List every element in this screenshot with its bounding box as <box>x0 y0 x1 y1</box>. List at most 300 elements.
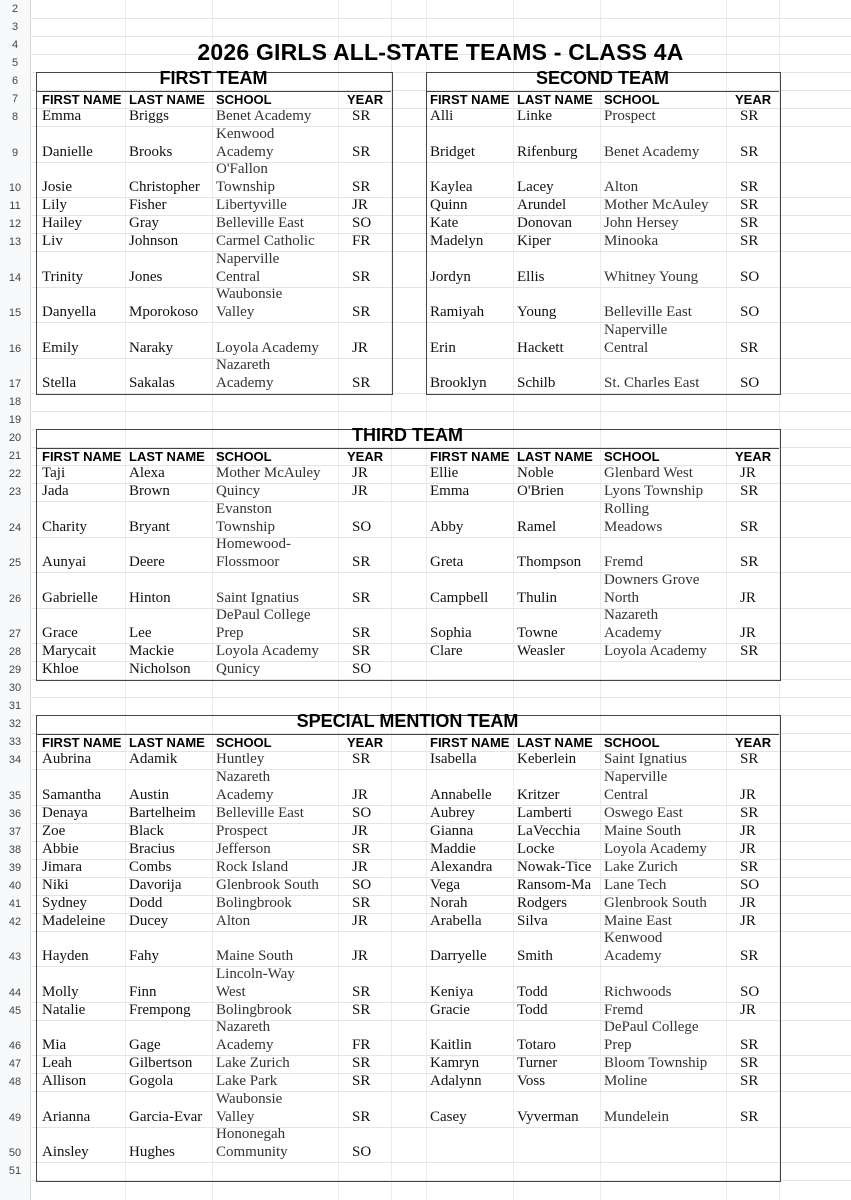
last-name-cell[interactable]: Bartelheim <box>129 804 196 821</box>
school-cell[interactable]: Academy <box>216 143 274 160</box>
year-cell[interactable]: SR <box>352 625 371 641</box>
first-name-cell[interactable]: Stella <box>42 375 77 391</box>
school-cell[interactable]: Downers Grove <box>604 571 700 588</box>
year-cell[interactable]: SR <box>352 1108 371 1125</box>
last-name-cell[interactable]: Lee <box>129 625 152 641</box>
school-cell[interactable]: Glenbard West <box>604 465 693 481</box>
school-cell[interactable]: Saint Ignatius <box>604 751 687 767</box>
year-cell[interactable]: JR <box>352 822 368 839</box>
row-number[interactable]: 47 <box>8 1058 22 1070</box>
school-cell[interactable]: Bloom Township <box>604 1055 708 1071</box>
last-name-cell[interactable]: Ellis <box>517 268 545 285</box>
school-cell[interactable]: Academy <box>216 786 274 803</box>
first-name-cell[interactable]: Annabelle <box>430 786 492 803</box>
year-cell[interactable]: FR <box>352 1037 371 1053</box>
first-name-cell[interactable]: Samantha <box>42 786 102 803</box>
first-name-cell[interactable]: Aubrey <box>430 804 475 821</box>
last-name-cell[interactable]: Todd <box>517 983 548 1000</box>
year-cell[interactable]: SR <box>740 858 759 875</box>
last-name-cell[interactable]: Briggs <box>129 108 170 124</box>
school-cell[interactable]: Valley <box>216 304 255 320</box>
first-name-cell[interactable]: Zoe <box>42 822 66 839</box>
school-cell[interactable]: Lake Park <box>216 1073 278 1089</box>
row-number[interactable]: 31 <box>8 700 22 712</box>
last-name-cell[interactable]: Keberlein <box>517 751 577 767</box>
year-cell[interactable]: JR <box>740 822 756 839</box>
row-number[interactable]: 44 <box>8 986 22 999</box>
school-cell[interactable]: Evanston <box>216 500 272 517</box>
last-name-cell[interactable]: Locke <box>517 840 555 857</box>
school-cell[interactable]: DePaul College <box>216 607 311 623</box>
school-cell[interactable]: Central <box>604 786 649 803</box>
school-cell[interactable]: St. Charles East <box>604 375 700 391</box>
year-cell[interactable]: JR <box>740 589 756 606</box>
year-cell[interactable]: SR <box>740 339 759 356</box>
last-name-cell[interactable]: O'Brien <box>517 483 564 499</box>
year-cell[interactable]: SR <box>352 375 371 391</box>
row-number[interactable]: 37 <box>8 825 22 838</box>
first-name-cell[interactable]: Khloe <box>42 661 79 677</box>
year-cell[interactable]: SR <box>740 483 759 499</box>
row-number[interactable]: 17 <box>8 378 22 390</box>
row-number[interactable]: 46 <box>8 1040 22 1052</box>
last-name-cell[interactable]: Mackie <box>129 643 174 659</box>
first-name-cell[interactable]: Alli <box>430 108 454 124</box>
column-header-year[interactable]: YEAR <box>735 449 772 464</box>
row-number[interactable]: 27 <box>8 628 22 640</box>
school-cell[interactable]: Alton <box>604 179 639 195</box>
row-number[interactable]: 15 <box>8 307 22 319</box>
year-cell[interactable]: SR <box>352 554 371 570</box>
first-name-cell[interactable]: Niki <box>42 876 69 893</box>
school-cell[interactable]: Oswego East <box>604 804 683 821</box>
year-cell[interactable]: SO <box>740 876 760 893</box>
last-name-cell[interactable]: Hackett <box>517 339 564 356</box>
column-header-last[interactable]: LAST NAME <box>517 449 593 464</box>
school-cell[interactable]: Benet Academy <box>604 143 700 160</box>
row-number[interactable]: 4 <box>11 39 19 51</box>
last-name-cell[interactable]: Gage <box>129 1037 161 1053</box>
row-number[interactable]: 8 <box>11 111 19 123</box>
first-name-cell[interactable]: Maddie <box>430 840 476 857</box>
row-number[interactable]: 29 <box>8 664 22 676</box>
year-cell[interactable]: JR <box>352 858 368 875</box>
row-number[interactable]: 25 <box>8 557 22 569</box>
school-cell[interactable]: Carmel Catholic <box>216 233 315 249</box>
row-number[interactable]: 41 <box>8 897 22 910</box>
row-number[interactable]: 19 <box>8 414 22 426</box>
row-number[interactable]: 3 <box>11 21 19 33</box>
last-name-cell[interactable]: Noble <box>517 465 554 481</box>
last-name-cell[interactable]: Gray <box>129 215 159 231</box>
first-name-cell[interactable]: Ellie <box>430 465 459 481</box>
year-cell[interactable]: SR <box>352 179 371 195</box>
first-name-cell[interactable]: Bridget <box>430 143 475 160</box>
column-header-first[interactable]: FIRST NAME <box>42 449 122 464</box>
school-cell[interactable]: Naperville <box>216 250 280 267</box>
school-cell[interactable]: Kenwood <box>216 125 275 142</box>
row-number[interactable]: 24 <box>8 521 22 534</box>
last-name-cell[interactable]: Voss <box>517 1073 546 1089</box>
first-name-cell[interactable]: Josie <box>42 179 72 195</box>
last-name-cell[interactable]: Combs <box>129 858 172 875</box>
row-number[interactable]: 16 <box>8 342 22 355</box>
year-cell[interactable]: SR <box>740 554 759 570</box>
school-cell[interactable]: Central <box>216 268 261 285</box>
last-name-cell[interactable]: Davorija <box>129 876 182 893</box>
first-name-cell[interactable]: Arianna <box>42 1108 91 1125</box>
first-name-cell[interactable]: Sydney <box>42 894 87 911</box>
row-number[interactable]: 45 <box>8 1004 22 1017</box>
year-cell[interactable]: SR <box>740 179 759 195</box>
column-header-school[interactable]: SCHOOL <box>604 92 660 107</box>
last-name-cell[interactable]: Gilbertson <box>129 1055 193 1071</box>
year-cell[interactable]: JR <box>740 1001 756 1018</box>
first-name-cell[interactable]: Kate <box>430 215 459 231</box>
row-number[interactable]: 7 <box>11 93 19 105</box>
year-cell[interactable]: SR <box>352 840 371 857</box>
column-header-school[interactable]: SCHOOL <box>216 735 272 750</box>
year-cell[interactable]: SR <box>352 589 371 606</box>
year-cell[interactable]: JR <box>352 786 368 803</box>
first-name-cell[interactable]: Abbie <box>42 840 79 857</box>
last-name-cell[interactable]: Bryant <box>129 518 170 535</box>
column-header-school[interactable]: SCHOOL <box>216 92 272 107</box>
first-name-cell[interactable]: Denaya <box>42 804 88 821</box>
first-name-cell[interactable]: Erin <box>430 339 456 356</box>
year-cell[interactable]: SO <box>740 983 760 1000</box>
last-name-cell[interactable]: Sakalas <box>129 375 175 391</box>
school-cell[interactable]: Waubonsie <box>216 1090 283 1107</box>
last-name-cell[interactable]: Hinton <box>129 589 171 606</box>
first-name-cell[interactable]: Mia <box>42 1037 67 1053</box>
year-cell[interactable]: SR <box>740 1037 759 1053</box>
first-name-cell[interactable]: Clare <box>430 643 463 659</box>
school-cell[interactable]: Richwoods <box>604 983 672 1000</box>
year-cell[interactable]: SR <box>352 643 371 659</box>
year-cell[interactable]: JR <box>740 894 756 911</box>
row-number[interactable]: 23 <box>8 486 22 498</box>
row-number[interactable]: 14 <box>8 271 22 284</box>
year-cell[interactable]: SR <box>352 1073 371 1089</box>
school-cell[interactable]: Moline <box>604 1073 648 1089</box>
year-cell[interactable]: SO <box>352 215 372 231</box>
last-name-cell[interactable]: Turner <box>517 1055 558 1071</box>
school-cell[interactable]: Lane Tech <box>604 876 667 893</box>
year-cell[interactable]: SR <box>740 233 759 249</box>
row-number[interactable]: 43 <box>8 951 22 963</box>
school-cell[interactable]: Naperville <box>604 321 668 338</box>
last-name-cell[interactable]: Weasler <box>517 643 565 659</box>
school-cell[interactable]: Loyola Academy <box>604 840 707 857</box>
school-cell[interactable]: Mother McAuley <box>216 465 321 481</box>
year-cell[interactable]: SO <box>740 304 760 320</box>
last-name-cell[interactable]: Deere <box>129 554 165 570</box>
first-name-cell[interactable]: Emily <box>42 339 79 356</box>
row-number[interactable]: 40 <box>8 879 22 892</box>
column-header-year[interactable]: YEAR <box>735 735 772 750</box>
last-name-cell[interactable]: Silva <box>517 912 548 929</box>
first-name-cell[interactable]: Campbell <box>430 589 489 606</box>
last-name-cell[interactable]: Bracius <box>129 840 175 857</box>
first-name-cell[interactable]: Keniya <box>430 983 474 1000</box>
year-cell[interactable]: SR <box>352 143 371 160</box>
column-header-first[interactable]: FIRST NAME <box>42 735 122 750</box>
year-cell[interactable]: SR <box>740 215 759 231</box>
last-name-cell[interactable]: Towne <box>517 625 558 641</box>
first-name-cell[interactable]: Vega <box>430 876 460 893</box>
last-name-cell[interactable]: Christopher <box>129 179 200 195</box>
last-name-cell[interactable]: Smith <box>517 948 553 964</box>
year-cell[interactable]: SO <box>352 1144 372 1160</box>
last-name-cell[interactable]: Kritzer <box>517 786 560 803</box>
year-cell[interactable]: JR <box>740 786 756 803</box>
last-name-cell[interactable]: Johnson <box>129 233 179 249</box>
school-cell[interactable]: Bolingbrook <box>216 1001 292 1018</box>
last-name-cell[interactable]: Hughes <box>129 1144 175 1160</box>
school-cell[interactable]: Maine East <box>604 912 672 929</box>
column-header-year[interactable]: YEAR <box>347 735 384 750</box>
school-cell[interactable]: Quincy <box>216 483 261 499</box>
school-cell[interactable]: DePaul College <box>604 1019 699 1035</box>
column-header-first[interactable]: FIRST NAME <box>430 735 510 750</box>
year-cell[interactable]: SR <box>352 108 371 124</box>
row-number[interactable]: 5 <box>11 57 19 69</box>
first-name-cell[interactable]: Kaitlin <box>430 1037 472 1053</box>
school-cell[interactable]: Lake Zurich <box>604 858 678 875</box>
last-name-cell[interactable]: Dodd <box>129 894 163 911</box>
school-cell[interactable]: Academy <box>216 1037 274 1053</box>
column-header-year[interactable]: YEAR <box>347 92 384 107</box>
school-cell[interactable]: Kenwood <box>604 930 663 946</box>
school-cell[interactable]: Alton <box>216 912 251 929</box>
school-cell[interactable]: Waubonsie <box>216 286 283 302</box>
last-name-cell[interactable]: Ducey <box>129 912 169 929</box>
column-header-school[interactable]: SCHOOL <box>604 735 660 750</box>
last-name-cell[interactable]: Thompson <box>517 554 582 570</box>
last-name-cell[interactable]: Frempong <box>129 1001 191 1018</box>
first-name-cell[interactable]: Darryelle <box>430 948 487 964</box>
year-cell[interactable]: SR <box>740 643 759 659</box>
first-name-cell[interactable]: Norah <box>430 894 468 911</box>
last-name-cell[interactable]: Black <box>129 822 164 839</box>
last-name-cell[interactable]: Jones <box>129 268 163 285</box>
year-cell[interactable]: SR <box>352 1055 371 1071</box>
row-number[interactable]: 6 <box>11 75 19 87</box>
school-cell[interactable]: Belleville East <box>216 804 304 821</box>
first-name-cell[interactable]: Brooklyn <box>430 375 487 391</box>
last-name-cell[interactable]: Austin <box>129 786 170 803</box>
school-cell[interactable]: Huntley <box>216 751 265 767</box>
year-cell[interactable]: SR <box>740 804 759 821</box>
year-cell[interactable]: SO <box>352 661 372 677</box>
last-name-cell[interactable]: Thulin <box>517 589 557 606</box>
school-cell[interactable]: Township <box>216 179 275 195</box>
row-number[interactable]: 49 <box>8 1111 22 1124</box>
year-cell[interactable]: JR <box>352 197 368 213</box>
school-cell[interactable]: Glenbrook South <box>216 876 319 893</box>
column-header-school[interactable]: SCHOOL <box>604 449 660 464</box>
school-cell[interactable]: Whitney Young <box>604 268 699 285</box>
year-cell[interactable]: SR <box>740 1055 759 1071</box>
first-name-cell[interactable]: Ainsley <box>42 1144 89 1160</box>
row-number[interactable]: 42 <box>8 915 22 928</box>
school-cell[interactable]: Rock Island <box>216 858 289 875</box>
first-name-cell[interactable]: Aubrina <box>42 751 92 767</box>
year-cell[interactable]: JR <box>352 465 368 481</box>
school-cell[interactable]: Mundelein <box>604 1108 669 1125</box>
row-number[interactable]: 32 <box>8 718 22 730</box>
row-number[interactable]: 20 <box>8 432 22 444</box>
school-cell[interactable]: Fremd <box>604 1001 644 1018</box>
row-number[interactable]: 30 <box>8 682 22 694</box>
first-name-cell[interactable]: Jimara <box>42 858 82 875</box>
first-name-cell[interactable]: Casey <box>430 1108 467 1125</box>
first-name-cell[interactable]: Kamryn <box>430 1055 480 1071</box>
school-cell[interactable]: Belleville East <box>604 304 692 320</box>
row-number[interactable]: 13 <box>8 236 22 248</box>
year-cell[interactable]: SR <box>740 948 759 964</box>
last-name-cell[interactable]: Lacey <box>517 179 554 195</box>
year-cell[interactable]: JR <box>740 840 756 857</box>
row-number[interactable]: 26 <box>8 592 22 605</box>
year-cell[interactable]: SR <box>740 1108 759 1125</box>
first-name-cell[interactable]: Grace <box>42 625 78 641</box>
year-cell[interactable]: JR <box>740 465 756 481</box>
last-name-cell[interactable]: Donovan <box>517 215 572 231</box>
school-cell[interactable]: Mother McAuley <box>604 197 709 213</box>
last-name-cell[interactable]: Vyverman <box>517 1108 579 1125</box>
first-name-cell[interactable]: Emma <box>430 483 470 499</box>
school-cell[interactable]: Central <box>604 339 649 356</box>
last-name-cell[interactable]: Brown <box>129 483 170 499</box>
year-cell[interactable]: SR <box>352 268 371 285</box>
school-cell[interactable]: Lincoln-Way <box>216 965 295 982</box>
year-cell[interactable]: JR <box>740 625 756 641</box>
first-name-cell[interactable]: Leah <box>42 1055 72 1071</box>
school-cell[interactable]: Libertyville <box>216 197 287 213</box>
school-cell[interactable]: Prep <box>604 1037 632 1053</box>
school-cell[interactable]: Nazareth <box>216 768 271 785</box>
first-name-cell[interactable]: Charity <box>42 518 87 535</box>
last-name-cell[interactable]: Todd <box>517 1001 548 1018</box>
first-name-cell[interactable]: Adalynn <box>430 1073 482 1089</box>
first-name-cell[interactable]: Greta <box>430 554 464 570</box>
last-name-cell[interactable]: Kiper <box>517 233 552 249</box>
year-cell[interactable]: SR <box>352 304 371 320</box>
school-cell[interactable]: Bolingbrook <box>216 894 292 911</box>
column-header-last[interactable]: LAST NAME <box>517 735 593 750</box>
school-cell[interactable]: Academy <box>604 625 662 641</box>
year-cell[interactable]: SR <box>740 518 759 535</box>
last-name-cell[interactable]: Garcia-Evar <box>129 1108 203 1125</box>
school-cell[interactable]: O'Fallon <box>216 161 268 177</box>
school-cell[interactable]: West <box>216 983 246 1000</box>
row-number[interactable]: 21 <box>8 450 22 462</box>
school-cell[interactable]: Academy <box>604 948 662 964</box>
first-name-cell[interactable]: Natalie <box>42 1001 86 1018</box>
last-name-cell[interactable]: Rodgers <box>517 894 567 911</box>
school-cell[interactable]: Maine South <box>604 822 682 839</box>
year-cell[interactable]: SO <box>352 518 372 535</box>
column-header-year[interactable]: YEAR <box>735 92 772 107</box>
first-name-cell[interactable]: Ramiyah <box>430 304 485 320</box>
school-cell[interactable]: Prospect <box>604 108 656 124</box>
year-cell[interactable]: SO <box>740 268 760 285</box>
column-header-last[interactable]: LAST NAME <box>517 92 593 107</box>
year-cell[interactable]: SR <box>740 751 759 767</box>
school-cell[interactable]: Prospect <box>216 822 268 839</box>
school-cell[interactable]: Belleville East <box>216 215 304 231</box>
school-cell[interactable]: North <box>604 589 639 606</box>
row-number[interactable]: 2 <box>11 3 19 15</box>
first-name-cell[interactable]: Liv <box>42 233 63 249</box>
last-name-cell[interactable]: Alexa <box>129 465 165 481</box>
first-name-cell[interactable]: Isabella <box>430 751 477 767</box>
first-name-cell[interactable]: Lily <box>42 197 67 213</box>
last-name-cell[interactable]: Brooks <box>129 143 173 160</box>
school-cell[interactable]: Fremd <box>604 554 644 570</box>
school-cell[interactable]: Meadows <box>604 518 663 535</box>
row-number[interactable]: 28 <box>8 646 22 658</box>
last-name-cell[interactable]: Naraky <box>129 339 174 356</box>
school-cell[interactable]: Rolling <box>604 500 650 517</box>
column-header-school[interactable]: SCHOOL <box>216 449 272 464</box>
year-cell[interactable]: JR <box>740 912 756 929</box>
last-name-cell[interactable]: Nicholson <box>129 661 191 677</box>
row-number[interactable]: 33 <box>8 736 22 748</box>
school-cell[interactable]: Nazareth <box>216 1019 271 1035</box>
year-cell[interactable]: JR <box>352 912 368 929</box>
school-cell[interactable]: Jefferson <box>216 840 271 857</box>
column-header-year[interactable]: YEAR <box>347 449 384 464</box>
last-name-cell[interactable]: Ransom-Ma <box>517 876 592 893</box>
row-number[interactable]: 18 <box>8 396 22 408</box>
last-name-cell[interactable]: Rifenburg <box>517 143 578 160</box>
year-cell[interactable]: SR <box>740 143 759 160</box>
last-name-cell[interactable]: Fahy <box>129 948 159 964</box>
year-cell[interactable]: SR <box>352 751 371 767</box>
last-name-cell[interactable]: Adamik <box>129 751 178 767</box>
school-cell[interactable]: Minooka <box>604 233 659 249</box>
year-cell[interactable]: SO <box>740 375 760 391</box>
year-cell[interactable]: JR <box>352 339 368 356</box>
column-header-last[interactable]: LAST NAME <box>129 735 205 750</box>
first-name-cell[interactable]: Emma <box>42 108 82 124</box>
first-name-cell[interactable]: Abby <box>430 518 464 535</box>
last-name-cell[interactable]: Young <box>517 304 557 320</box>
first-name-cell[interactable]: Madeleine <box>42 912 106 929</box>
first-name-cell[interactable]: Hailey <box>42 215 82 231</box>
year-cell[interactable]: FR <box>352 233 371 249</box>
last-name-cell[interactable]: Schilb <box>517 375 556 391</box>
row-number[interactable]: 12 <box>8 218 22 230</box>
school-cell[interactable]: Qunicy <box>216 661 261 677</box>
school-cell[interactable]: Maine South <box>216 948 294 964</box>
school-cell[interactable]: Township <box>216 518 275 535</box>
first-name-cell[interactable]: Jordyn <box>430 268 471 285</box>
year-cell[interactable]: SR <box>740 1073 759 1089</box>
column-header-last[interactable]: LAST NAME <box>129 449 205 464</box>
first-name-cell[interactable]: Gianna <box>430 822 474 839</box>
last-name-cell[interactable]: Mporokoso <box>129 304 199 320</box>
first-name-cell[interactable]: Allison <box>42 1073 87 1089</box>
first-name-cell[interactable]: Hayden <box>42 948 89 964</box>
school-cell[interactable]: Glenbrook South <box>604 894 707 911</box>
school-cell[interactable]: Flossmoor <box>216 554 280 570</box>
last-name-cell[interactable]: Lamberti <box>517 804 572 821</box>
year-cell[interactable]: SR <box>352 1001 371 1018</box>
